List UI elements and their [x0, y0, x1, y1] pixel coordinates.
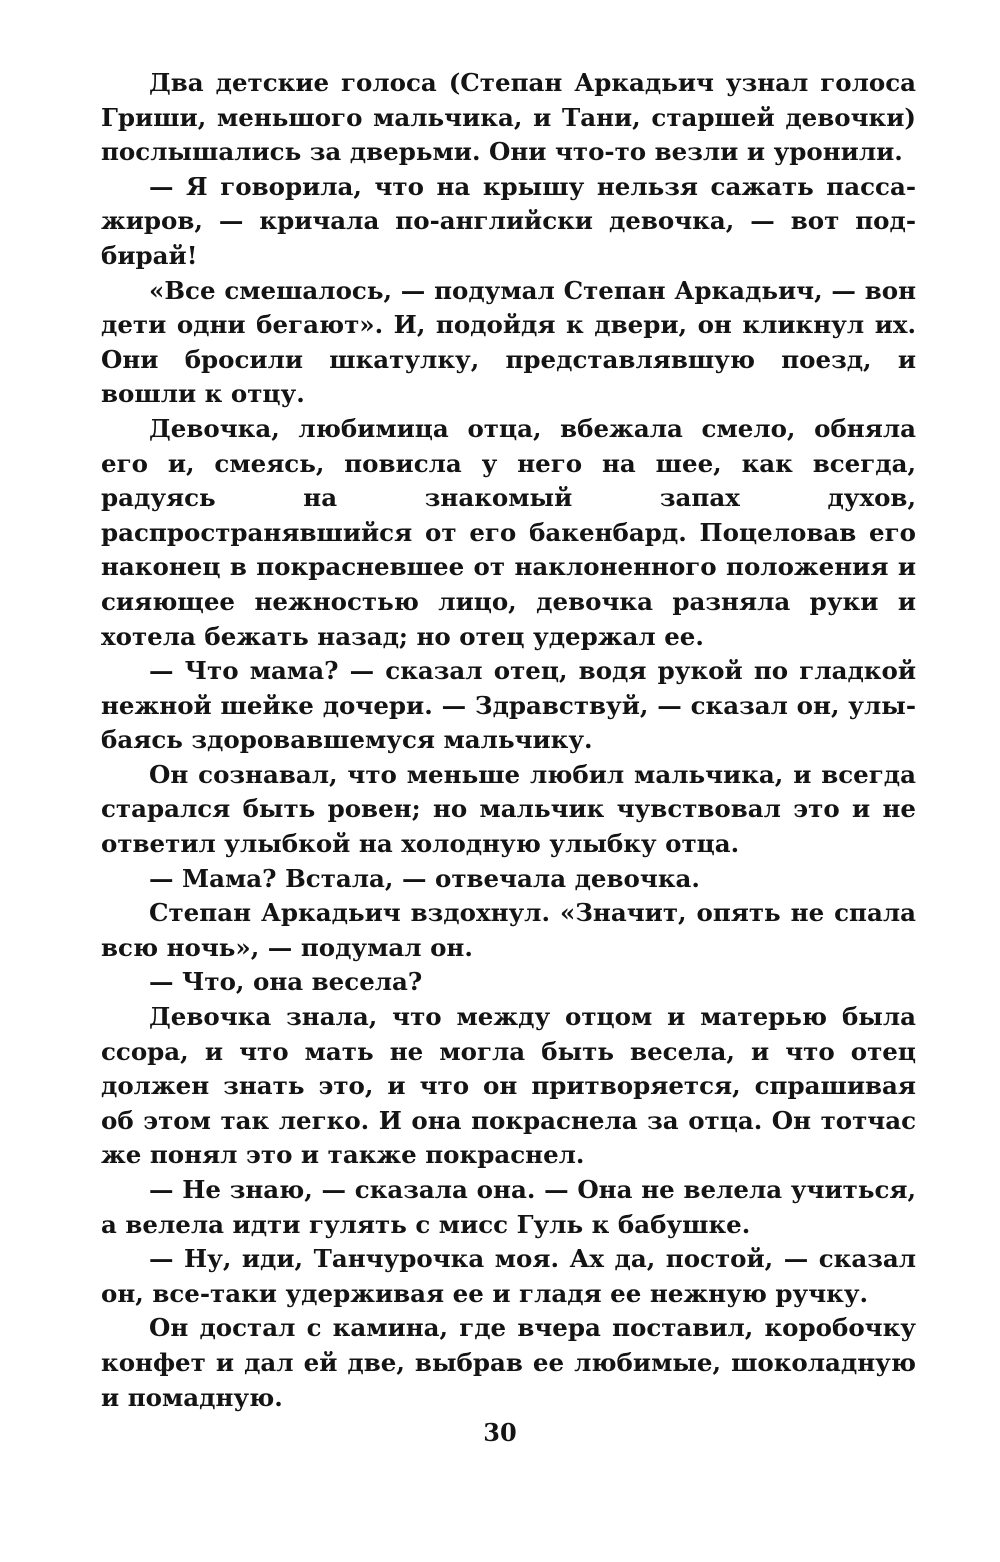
- paragraph: Девочка знала, что между отцом и матерью была ссора, и что мать не могла быть весела, и что отец должен знать это, и что он притворяется, спрашивая об этом так легко. И она покраснела за отца. Он тотчас же понял это и также покраснел.: [101, 1002, 916, 1170]
- paragraph: — Что мама? — сказал отец, водя рукой по гладкой нежной шейке дочери. — Здравствуй, — сказал он, улыбаясь здоровавшемуся мальчику.: [101, 656, 916, 755]
- paragraph: Девочка, любимица отца, вбежала смело, обняла его и, смеясь, повисла у него на шее, как всегда, радуясь на знакомый запах духов, распространявшийся от его бакенбард. Поцеловав его наконец в покрасневшее от наклоненного положения и сияющее нежностью лицо, девочка разняла руки и хотела бежать назад; но отец удержал ее.: [101, 413, 916, 651]
- paragraph: — Что, она весела?: [149, 967, 423, 997]
- paragraph: Два детские голоса (Степан Аркадьич узнал голоса Гриши, меньшого мальчика, и Тани, старшей девочки) послышались за дверьми. Они что-то везли и уронили.: [101, 68, 916, 167]
- page-number: 30: [483, 1418, 517, 1447]
- paragraph: «Все смешалось, — подумал Степан Аркадьич, — вон дети одни бегают». И, подойдя к двери, он кликнул их. Они бросили шкатулку, представлявшую поезд, и вошли к отцу.: [101, 275, 916, 409]
- paragraph: — Не знаю, — сказала она. — Она не велела учиться, а велела идти гулять с мисс Гуль к бабушке.: [101, 1175, 916, 1239]
- paragraph: — Мама? Встала, — отвечала девочка.: [149, 863, 700, 893]
- page-text: [101, 66, 916, 1415]
- paragraph: Степан Аркадьич вздохнул. «Значит, опять не спала всю ночь», — подумал он.: [101, 898, 916, 962]
- paragraph: Он сознавал, что меньше любил мальчика, и всегда старался быть ровен; но мальчик чувствовал это и не ответил улыбкой на холодную улыбку отца.: [101, 759, 916, 859]
- paragraph: — Ну, иди, Танчурочка моя. Ах да, постой, — сказал он, все-таки удерживая ее и гладя ее нежную ручку.: [101, 1244, 916, 1308]
- paragraph: — Я говорила, что на крышу нельзя сажать пассажиров, — кричала по-английски девочка, — вот подбирай!: [101, 171, 916, 270]
- paragraph: Он достал с камина, где вчера поставил, коробочку конфет и дал ей две, выбрав ее любимые, шоколадную и помадную.: [101, 1313, 916, 1412]
